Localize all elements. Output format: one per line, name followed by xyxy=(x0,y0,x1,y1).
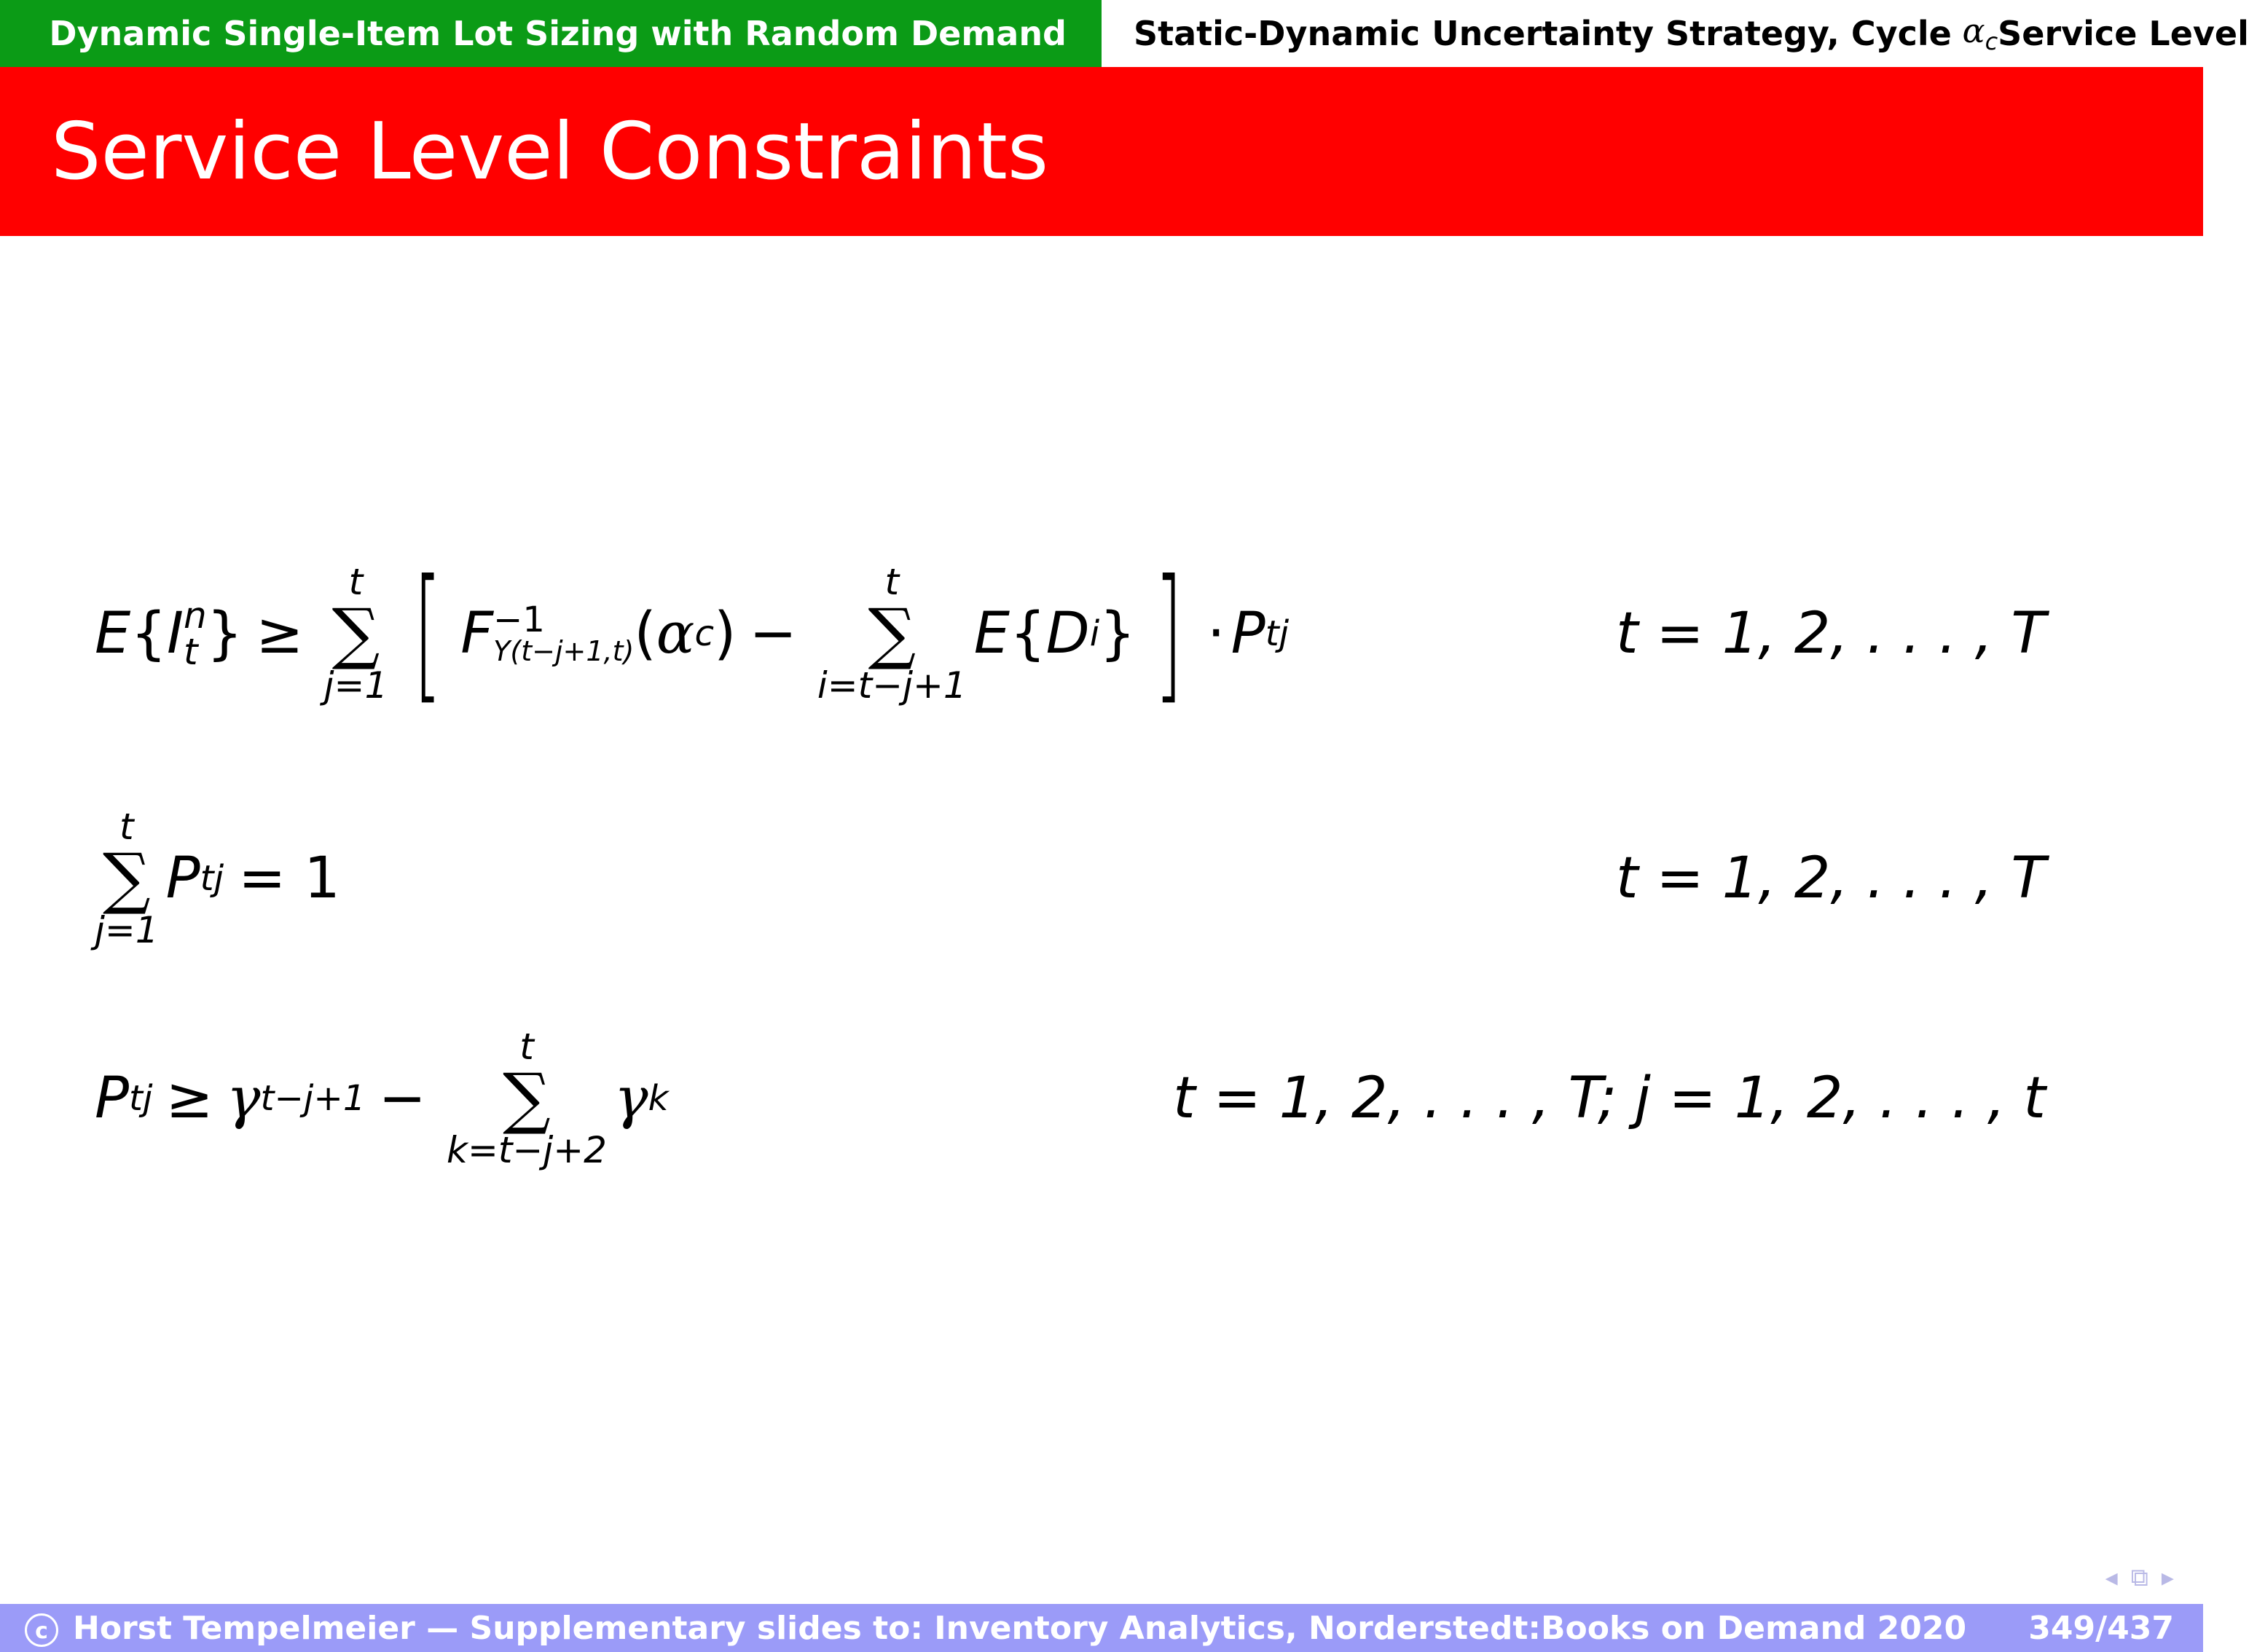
section-title-left[interactable] xyxy=(0,0,1102,67)
equation-2 xyxy=(0,806,2203,951)
alpha-symbol: $\alpha_c$ xyxy=(1962,11,1998,56)
equation-3 xyxy=(0,1026,2203,1171)
equation-1-range: t = 1, 2, . . . , T xyxy=(1616,601,2046,666)
section-title-right[interactable] xyxy=(1102,0,2249,67)
nav-left-arrow-icon[interactable]: ◂ xyxy=(2105,1563,2118,1592)
sum-1: t ∑ j=1 xyxy=(323,561,388,707)
sum-4: t ∑ k=t−j+2 xyxy=(447,1026,607,1171)
equation-2-lhs: t ∑ j=1 P tj = 1 xyxy=(95,806,340,951)
nav-right-arrow-icon[interactable]: ▸ xyxy=(2161,1563,2174,1592)
section-right-suffix: Service Level xyxy=(1998,14,2249,53)
slide-title-bar xyxy=(0,67,2203,236)
footer-text: Horst Tempelmeier — Supplementary slides to: Inventory Analytics, Norderstedt:Books on Demand 2020 xyxy=(73,1609,1967,1647)
copyright-icon: c xyxy=(25,1613,58,1647)
sum-2: t ∑ i=t−j+1 xyxy=(817,561,967,707)
footer-bar xyxy=(0,1604,2203,1652)
equation-2-range: t = 1, 2, . . . , T xyxy=(1616,846,2046,911)
equation-3-lhs: P tj ≥ γ t−j+1 − t ∑ k=t−j+2 γ k xyxy=(95,1026,669,1171)
navigation-symbols xyxy=(2105,1563,2174,1592)
sum-3: t ∑ j=1 xyxy=(95,806,159,951)
section-right-prefix: Static-Dynamic Uncertainty Strategy, Cycle xyxy=(1134,14,1952,53)
slide-title: Service Level Constraints xyxy=(51,106,1049,197)
page-number: 349/437 xyxy=(2028,1609,2174,1647)
equation-3-range: t = 1, 2, . . . , T; j = 1, 2, . . . , t xyxy=(1173,1066,2046,1131)
equation-1-lhs: E { I n t } ≥ t ∑ j=1 [ F −1 Y(t−j+1,t) ( α c ) − t ∑ i=t−j+1 E { D i } ] · P tj xyxy=(95,548,1290,718)
footer-copyright xyxy=(25,1610,2028,1647)
equation-1 xyxy=(0,548,2203,718)
section-left-label: Dynamic Single-Item Lot Sizing with Random Demand xyxy=(49,14,1067,53)
header-bar xyxy=(0,0,2249,67)
nav-frame-icon[interactable]: ⧉ xyxy=(2130,1563,2148,1592)
